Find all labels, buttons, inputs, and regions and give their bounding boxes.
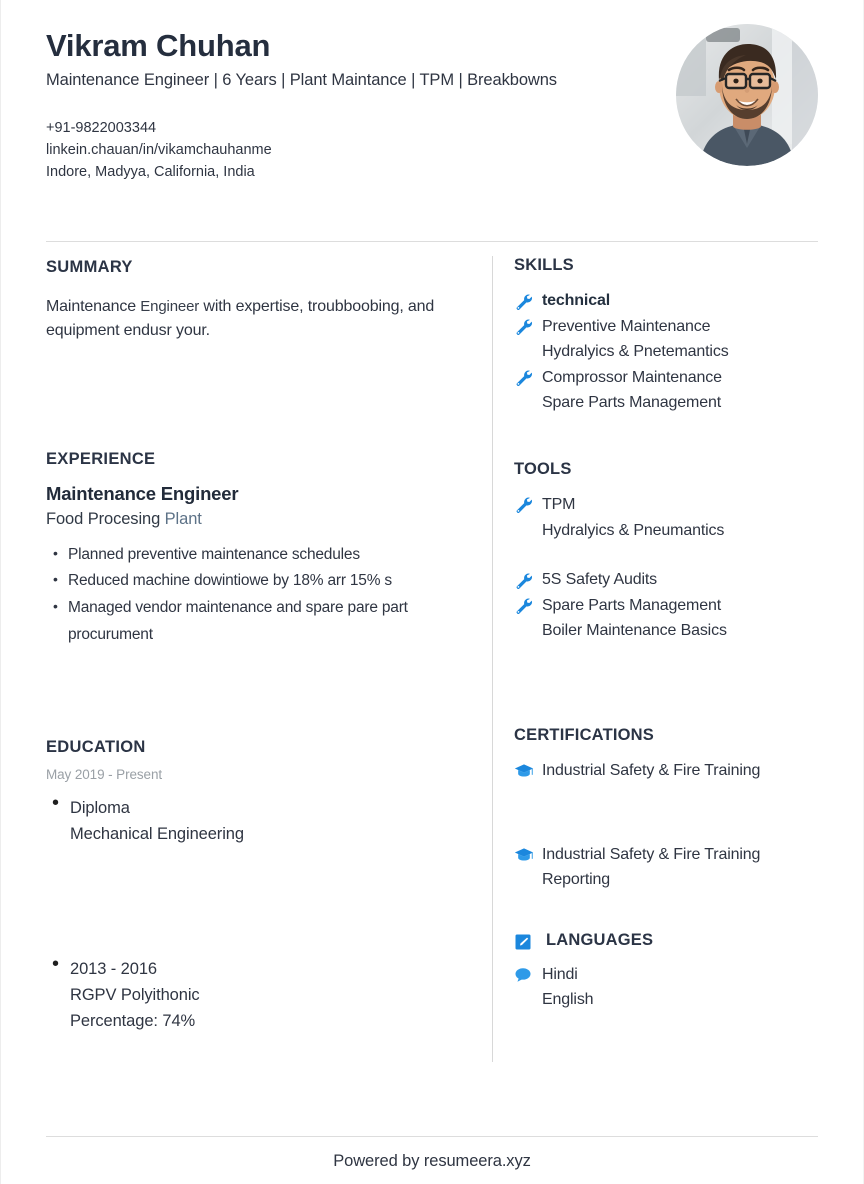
experience-bullets (46, 542, 476, 649)
education-field: Mechanical Engineering (70, 824, 244, 843)
edit-note-icon (514, 929, 536, 953)
list-item (514, 593, 826, 619)
column-divider (492, 256, 493, 1062)
summary-text-part3: with expertise, troubboobing, and equipment endusr your. (46, 298, 435, 340)
education-date-range: May 2019 - Present (46, 767, 163, 783)
certification-label: Industrial Safety & Fire Training (542, 761, 761, 779)
wrench-icon (514, 492, 542, 516)
tools-list (514, 492, 826, 644)
list-item (514, 492, 826, 518)
icon-placeholder (514, 339, 542, 363)
resume-header (46, 24, 818, 204)
tools-section (514, 460, 826, 644)
certifications-list (514, 758, 826, 893)
icon-placeholder (514, 618, 542, 642)
wrench-icon (514, 593, 542, 617)
right-column (514, 256, 826, 1013)
footer-divider (46, 1136, 818, 1137)
list-item (514, 339, 826, 365)
profile-photo (676, 24, 818, 166)
graduation-cap-icon (514, 758, 542, 782)
skill-label: Hydralyics & Pnetemantics (542, 343, 729, 361)
icon-placeholder (514, 390, 542, 414)
list-item: • Managed vendor maintenance and spare pare part procurument (68, 595, 476, 648)
summary-text-part1: Maintenance (46, 298, 141, 315)
tool-label: Spare Parts Management (542, 596, 722, 614)
icon-placeholder (514, 518, 542, 542)
tool-label: Hydralyics & Pneumantics (542, 521, 725, 539)
tool-label: TPM (542, 495, 576, 513)
experience-entry (46, 483, 476, 649)
experience-job-title: Maintenance Engineer (46, 482, 239, 504)
icon-placeholder (514, 867, 542, 891)
certifications-section (514, 726, 826, 893)
list-item (70, 957, 476, 1034)
list-item (514, 867, 826, 893)
skill-label: Comprossor Maintenance (542, 368, 722, 386)
languages-section (514, 929, 826, 1013)
certification-label: Industrial Safety & Fire Training (542, 845, 761, 863)
wrench-icon (514, 288, 542, 312)
skills-heading: SKILLS (514, 256, 574, 274)
speech-bubble-icon (514, 962, 542, 986)
header-divider (46, 241, 818, 242)
list-item (514, 962, 826, 988)
summary-text-part2: Engineer (140, 298, 200, 315)
experience-company-suffix: Plant (164, 509, 202, 528)
left-column (46, 258, 476, 1034)
wrench-icon (514, 567, 542, 591)
summary-heading: SUMMARY (46, 258, 133, 276)
list-item (514, 618, 826, 644)
skill-label: technical (542, 292, 611, 309)
education-institute: RGPV Polyithonic (70, 985, 200, 1004)
education-percentage: Percentage: 74% (70, 1011, 196, 1030)
list-item (514, 842, 826, 868)
skills-section (514, 256, 826, 416)
graduation-cap-icon (514, 842, 542, 866)
certification-label: Reporting (542, 871, 611, 889)
education-list (46, 796, 476, 1034)
candidate-name: Vikram Chuhan (46, 28, 271, 63)
languages-heading-row (514, 929, 826, 953)
list-item-spacer (514, 784, 826, 810)
icon-placeholder (514, 784, 542, 808)
list-item (514, 518, 826, 544)
wrench-icon (514, 314, 542, 338)
tool-label: Boiler Maintenance Basics (542, 622, 727, 640)
list-item (514, 758, 826, 784)
icon-placeholder (514, 810, 542, 834)
experience-heading: EXPERIENCE (46, 449, 156, 468)
list-item (514, 987, 826, 1013)
list-item (514, 390, 826, 416)
list-item-spacer (514, 543, 826, 567)
candidate-headline: Maintenance Engineer | 6 Years | Plant Maintance | TPM | Breakbowns (46, 70, 557, 89)
tool-label: 5S Safety Audits (542, 571, 658, 589)
languages-heading: LANGUAGES (546, 931, 654, 950)
list-item (514, 288, 826, 314)
language-label: Hindi (542, 965, 578, 983)
skills-list (514, 288, 826, 416)
footer-credit: Powered by resumeera.xyz (333, 1152, 531, 1170)
language-label: English (542, 991, 594, 1009)
experience-company-main: Food Procesing (46, 509, 165, 528)
list-item: • Reduced machine dowintiowe by 18% arr 15% s (68, 568, 476, 595)
list-item (514, 567, 826, 593)
education-section (46, 738, 476, 1034)
languages-list (514, 962, 826, 1013)
contact-phone: +91-9822003344 (46, 120, 157, 137)
wrench-icon (514, 365, 542, 389)
experience-section (46, 450, 476, 649)
list-item (514, 365, 826, 391)
certifications-heading: CERTIFICATIONS (514, 725, 654, 744)
experience-company (46, 510, 476, 529)
skill-label: Preventive Maintenance (542, 317, 711, 335)
education-degree: • Diploma (70, 799, 130, 818)
icon-placeholder (514, 543, 542, 567)
list-item: • Planned preventive maintenance schedules (68, 542, 476, 569)
summary-section (46, 258, 476, 344)
contact-location: Indore, Madyya, California, India (46, 164, 255, 181)
icon-placeholder (514, 987, 542, 1011)
list-item (514, 314, 826, 340)
tools-heading: TOOLS (514, 459, 572, 478)
contact-linkedin: linkein.chauan/in/vikamchauhanme (46, 142, 272, 159)
education-heading: EDUCATION (46, 738, 146, 757)
summary-text (46, 295, 476, 344)
list-item (70, 796, 476, 847)
education-years: • 2013 - 2016 (70, 960, 157, 979)
list-item-spacer (514, 810, 826, 842)
skill-label: Spare Parts Management (542, 394, 722, 412)
